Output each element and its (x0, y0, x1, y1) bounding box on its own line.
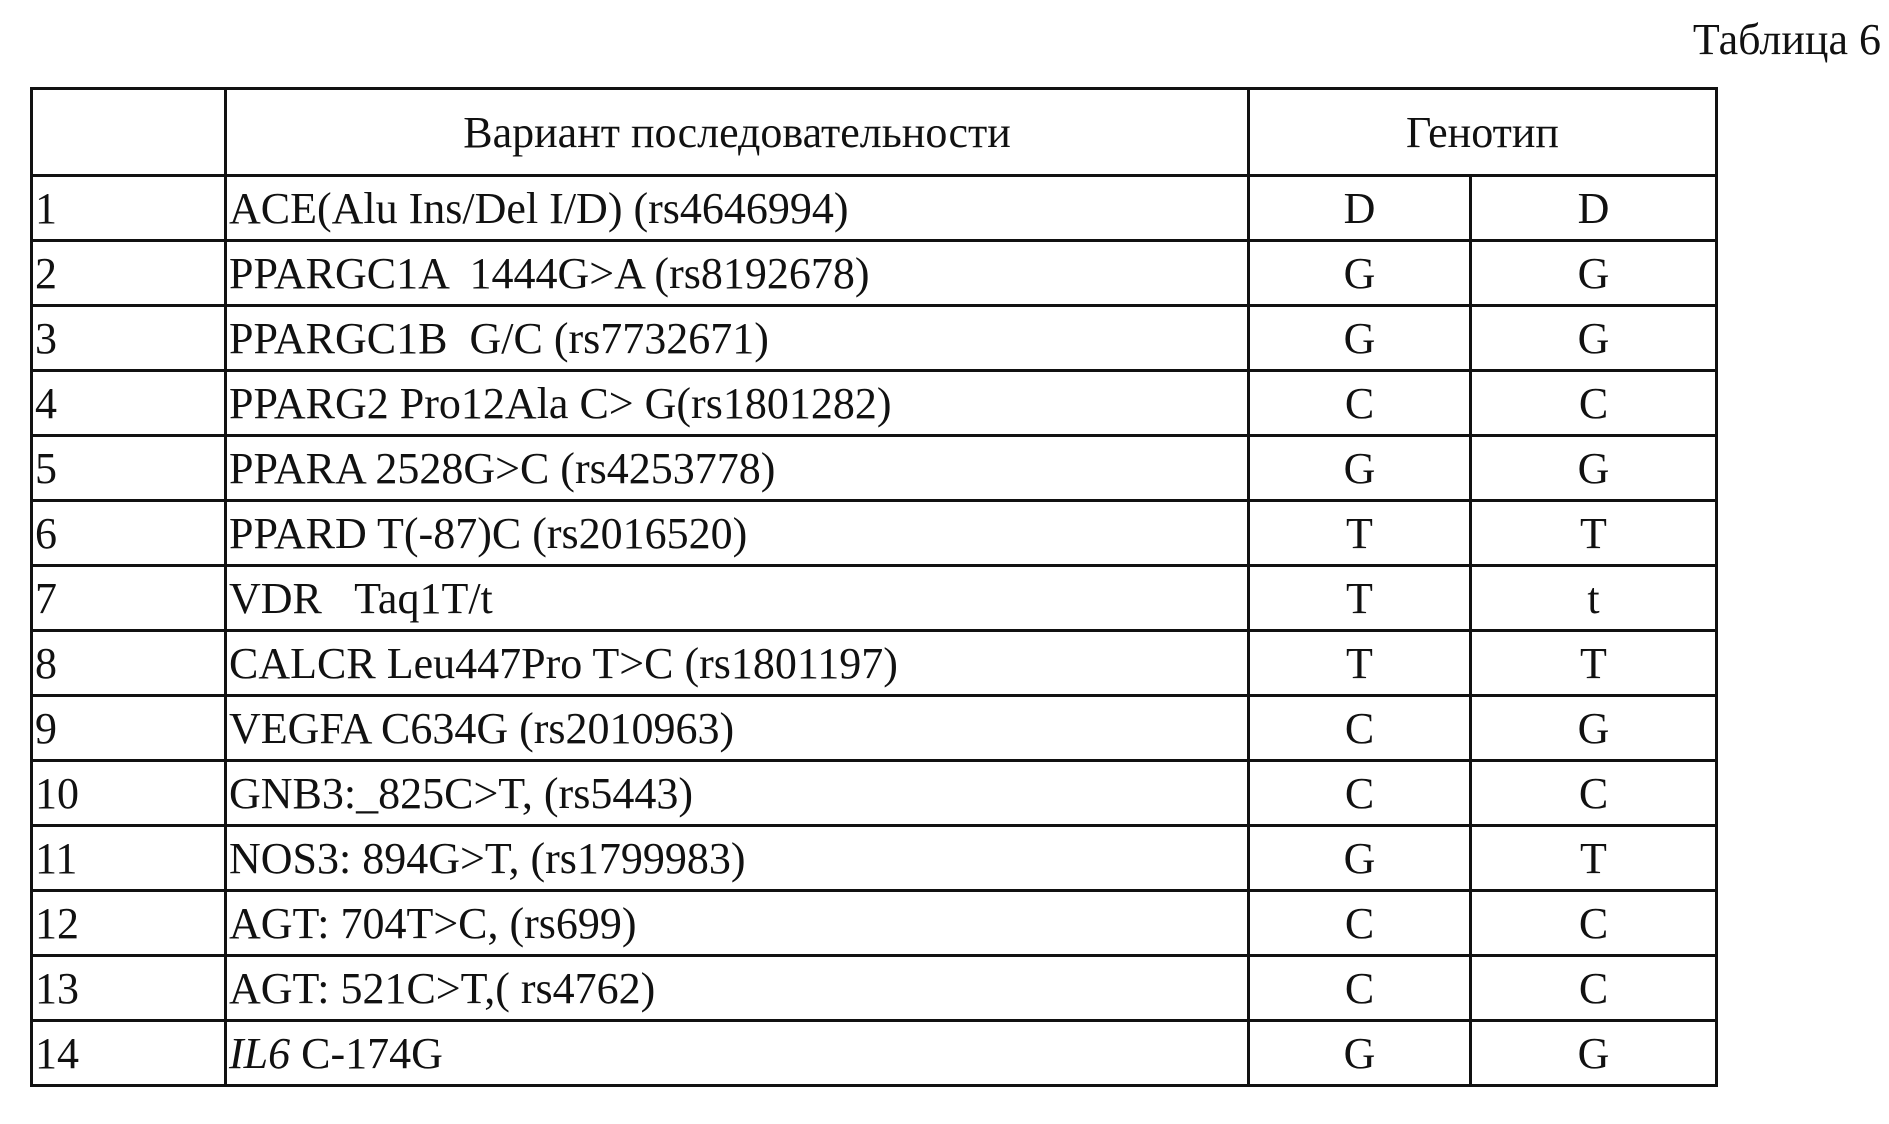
row-number: 6 (32, 501, 226, 566)
row-number: 5 (32, 436, 226, 501)
table-row (32, 176, 1717, 241)
genotype-allele-2: T (1471, 631, 1717, 696)
sequence-variant-cell (226, 501, 1249, 566)
genotype-allele-2: C (1471, 956, 1717, 1021)
sequence-variant-cell (226, 891, 1249, 956)
genotype-allele-1: G (1249, 1021, 1471, 1086)
variant-text: PPARGC1B G/C (rs7732671) (229, 313, 769, 363)
row-number: 10 (32, 761, 226, 826)
variant-text: AGT: 521C>T,( rs4762) (229, 963, 656, 1013)
sequence-variant-cell (226, 1021, 1249, 1086)
table-row (32, 631, 1717, 696)
variant-text: PPARGC1A 1444G>A (rs8192678) (229, 248, 870, 298)
genotype-allele-1: D (1249, 176, 1471, 241)
row-number: 11 (32, 826, 226, 891)
table-row (32, 566, 1717, 631)
genotype-allele-2: C (1471, 761, 1717, 826)
variant-text: C-174G (290, 1028, 443, 1078)
genotype-allele-2: G (1471, 436, 1717, 501)
row-number: 9 (32, 696, 226, 761)
table-row (32, 371, 1717, 436)
row-number: 8 (32, 631, 226, 696)
genotype-allele-2: T (1471, 501, 1717, 566)
table-header-row (32, 89, 1717, 176)
genotype-allele-2: G (1471, 241, 1717, 306)
table-body (32, 176, 1717, 1086)
table-row (32, 1021, 1717, 1086)
genotype-allele-2: G (1471, 696, 1717, 761)
genotype-allele-1: T (1249, 631, 1471, 696)
row-number: 4 (32, 371, 226, 436)
sequence-variant-cell (226, 761, 1249, 826)
genotype-allele-2: T (1471, 826, 1717, 891)
table-row (32, 826, 1717, 891)
row-number: 1 (32, 176, 226, 241)
genotype-table (30, 87, 1718, 1087)
variant-gene-italic: IL6 (229, 1028, 291, 1078)
table-row (32, 696, 1717, 761)
row-number: 3 (32, 306, 226, 371)
genotype-allele-1: C (1249, 956, 1471, 1021)
genotype-allele-1: G (1249, 306, 1471, 371)
variant-text: GNB3:_825C>T, (rs5443) (229, 768, 693, 818)
table-row (32, 241, 1717, 306)
table-row (32, 761, 1717, 826)
table-row (32, 891, 1717, 956)
variant-text: AGT: 704T>C, (rs699) (229, 898, 637, 948)
variant-text: PPARD T(-87)C (rs2016520) (229, 508, 748, 558)
sequence-variant-cell (226, 566, 1249, 631)
sequence-variant-cell (226, 176, 1249, 241)
sequence-variant-cell (226, 241, 1249, 306)
genotype-allele-1: C (1249, 761, 1471, 826)
sequence-variant-cell (226, 956, 1249, 1021)
table-row (32, 501, 1717, 566)
sequence-variant-cell (226, 631, 1249, 696)
genotype-allele-1: C (1249, 696, 1471, 761)
genotype-allele-2: D (1471, 176, 1717, 241)
sequence-variant-cell (226, 306, 1249, 371)
genotype-allele-1: T (1249, 566, 1471, 631)
variant-text: VDR Taq1T/t (229, 573, 493, 623)
row-number: 14 (32, 1021, 226, 1086)
row-number: 13 (32, 956, 226, 1021)
header-variant: Вариант последовательности (226, 89, 1249, 176)
variant-text: CALCR Leu447Pro T>C (rs1801197) (229, 638, 898, 688)
genotype-allele-2: C (1471, 371, 1717, 436)
sequence-variant-cell (226, 826, 1249, 891)
variant-text: PPARG2 Pro12Ala C> G(rs1801282) (229, 378, 892, 428)
genotype-allele-2: C (1471, 891, 1717, 956)
genotype-table-container (30, 87, 1715, 1087)
table-row (32, 306, 1717, 371)
genotype-allele-2: G (1471, 306, 1717, 371)
genotype-allele-2: G (1471, 1021, 1717, 1086)
sequence-variant-cell (226, 371, 1249, 436)
variant-text: ACE(Alu Ins/Del I/D) (rs4646994) (229, 183, 849, 233)
header-genotype: Генотип (1249, 89, 1717, 176)
row-number: 7 (32, 566, 226, 631)
variant-text: NOS3: 894G>T, (rs1799983) (229, 833, 746, 883)
variant-text: PPARA 2528G>C (rs4253778) (229, 443, 776, 493)
table-caption: Таблица 6 (1692, 15, 1881, 64)
genotype-allele-2: t (1471, 566, 1717, 631)
genotype-allele-1: G (1249, 826, 1471, 891)
genotype-allele-1: C (1249, 371, 1471, 436)
sequence-variant-cell (226, 696, 1249, 761)
table-row (32, 956, 1717, 1021)
genotype-allele-1: G (1249, 241, 1471, 306)
row-number: 2 (32, 241, 226, 306)
variant-text: VEGFA C634G (rs2010963) (229, 703, 735, 753)
genotype-allele-1: C (1249, 891, 1471, 956)
sequence-variant-cell (226, 436, 1249, 501)
genotype-allele-1: G (1249, 436, 1471, 501)
genotype-allele-1: T (1249, 501, 1471, 566)
header-number (32, 89, 226, 176)
row-number: 12 (32, 891, 226, 956)
table-row (32, 436, 1717, 501)
